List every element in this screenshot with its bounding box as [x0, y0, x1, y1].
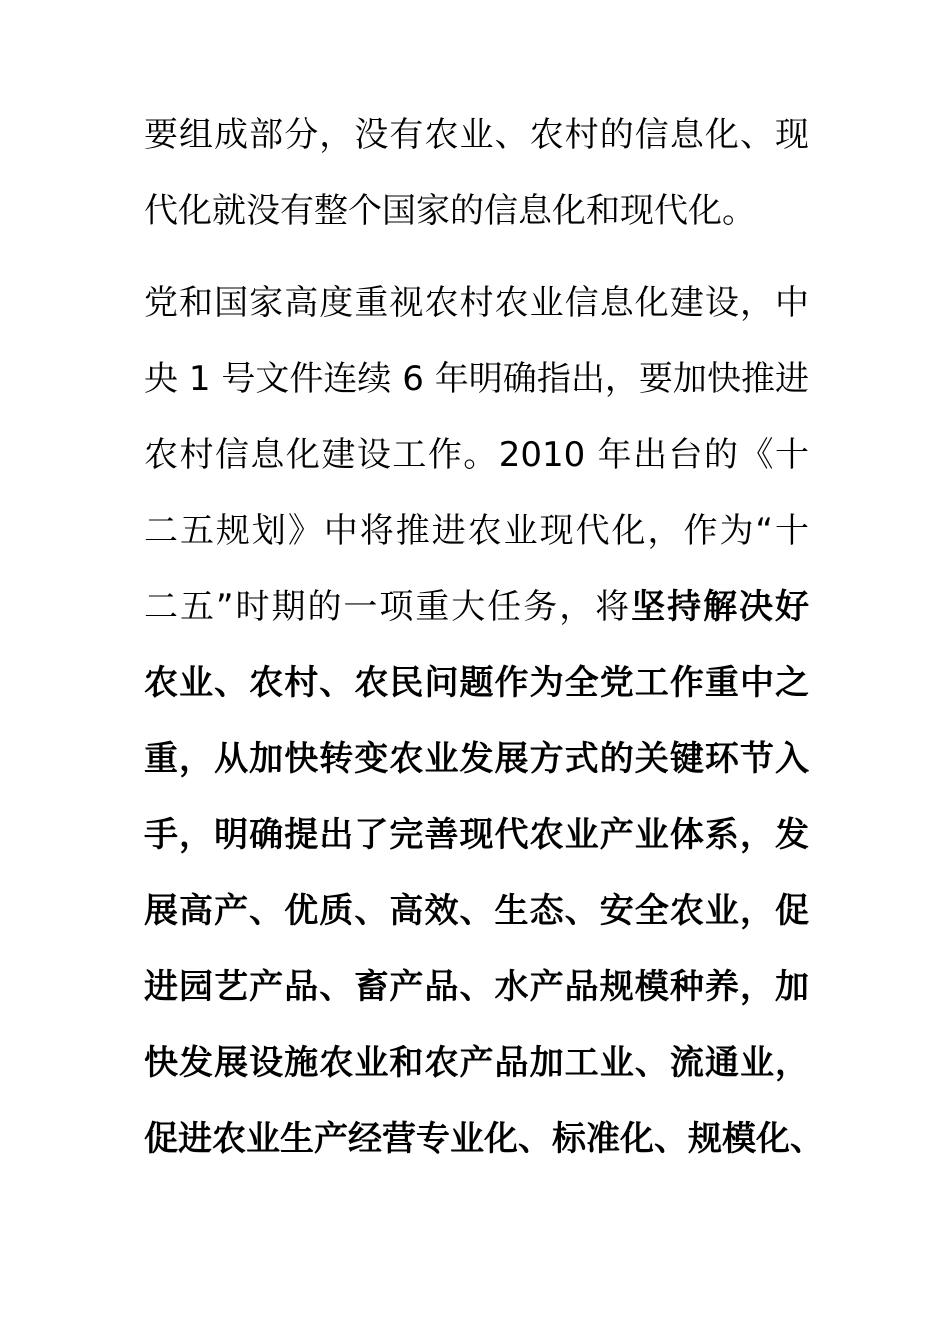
text-line [144, 173, 809, 249]
text-run: 代化就没有整个国家的信息化和现代化。 [144, 191, 756, 231]
text-line [144, 493, 809, 569]
text-run: 党和国家高度重视农村农业信息化建设，中 [144, 283, 809, 323]
text-line [144, 417, 809, 493]
text-line [144, 97, 809, 173]
text-line [144, 569, 809, 645]
text-run: 央 1 号文件连续 6 年明确指出，要加快推进 [144, 359, 809, 399]
bold-text-line [144, 721, 809, 797]
bold-text-run: 促进农业生产经营专业化、标准化、规模化、 [144, 1119, 824, 1159]
text-run: 二五”时期的一项重大任务，将 [144, 587, 632, 627]
bold-text-line [144, 1101, 824, 1177]
bold-text-run: 农业、农村、农民问题作为全党工作重中之 [144, 663, 809, 703]
paragraph-2 [144, 265, 824, 1177]
bold-text-run: 进园艺产品、畜产品、水产品规模种养，加 [144, 967, 809, 1007]
bold-text-line [144, 797, 809, 873]
text-run: 二五规划》中将推进农业现代化，作为“十 [144, 511, 809, 551]
bold-text-run: 展高产、优质、高效、生态、安全农业，促 [144, 891, 809, 931]
bold-text-run: 坚持解决好 [631, 587, 810, 627]
bold-text-run: 重，从加快转变农业发展方式的关键环节入 [144, 739, 809, 779]
bold-text-run: 快发展设施农业和农产品加工业、流通业， [144, 1043, 809, 1083]
text-line [144, 265, 809, 341]
bold-text-run: 手，明确提出了完善现代农业产业体系，发 [144, 815, 809, 855]
bold-text-line [144, 873, 809, 949]
paragraph-1 [144, 97, 809, 249]
text-run: 农村信息化建设工作。2010 年出台的《十 [144, 435, 809, 475]
bold-text-line [144, 949, 809, 1025]
text-line [144, 341, 809, 417]
bold-text-line [144, 645, 809, 721]
text-run: 要组成部分，没有农业、农村的信息化、现 [144, 115, 809, 155]
bold-text-line [144, 1025, 809, 1101]
